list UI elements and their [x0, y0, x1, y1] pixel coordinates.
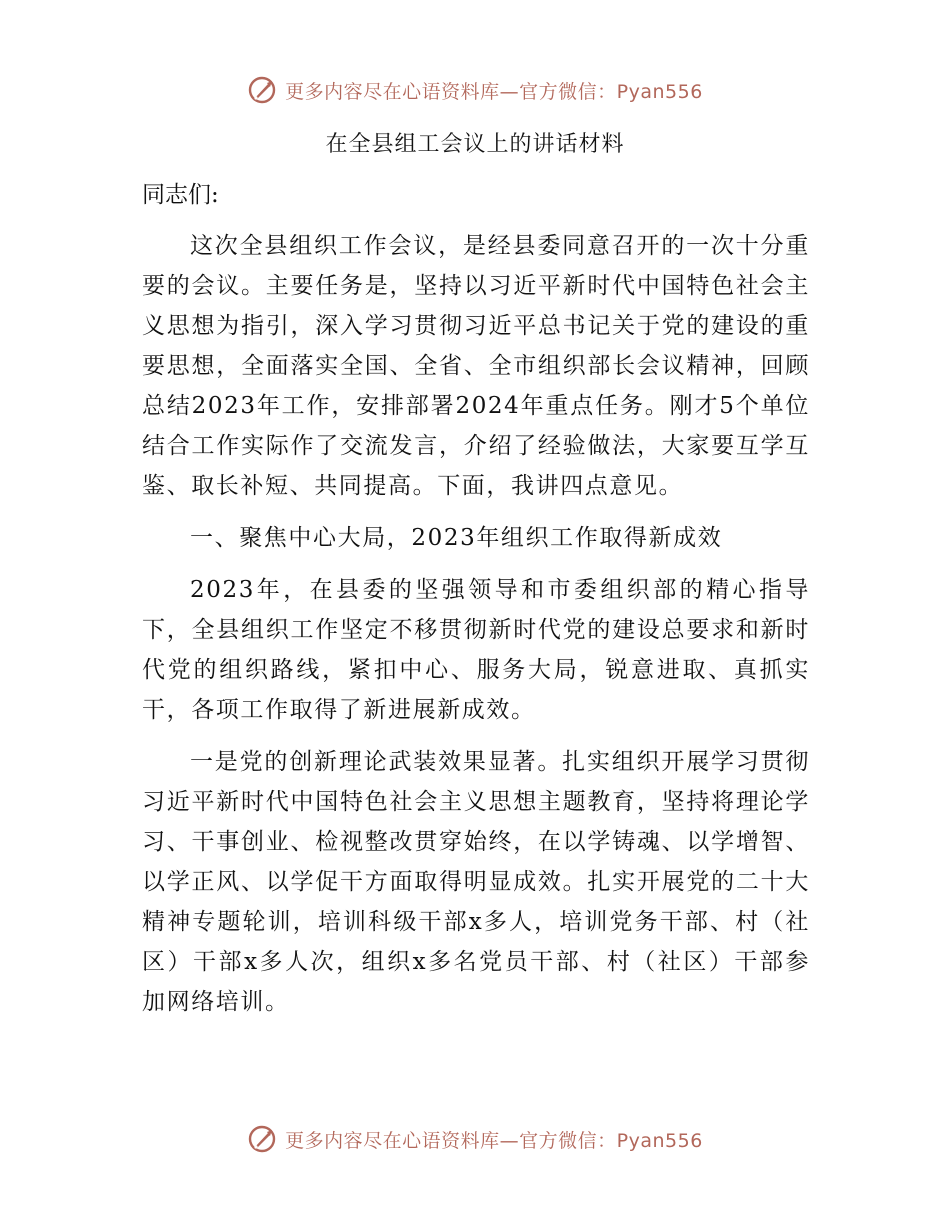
footer-banner-text: 更多内容尽在心语资料库—官方微信：Pyan556 [285, 1129, 703, 1152]
summary-paragraph: 2023年，在县委的坚强领导和市委组织部的精心指导下，全县组织工作坚定不移贯彻新时代党的建设总要求和新时代党的组织路线，紧扣中心、服务大局，锐意进取、真抓实干，各项工作取得了新进展新成效。 [142, 577, 810, 723]
salutation: 同志们: [142, 182, 219, 208]
document-title: 在全县组工会议上的讲话材料 [325, 132, 625, 157]
intro-paragraph: 这次全县组织工作会议，是经县委同意召开的一次十分重要的会议。主要任务是，坚持以习近平新时代中国特色社会主义思想为指引，深入学习贯彻习近平总书记关于党的建设的重要思想，全面落实全国、全省、全市组织部长会议精神，回顾总结2023年工作，安排部署2024年重点任务。刚才5个单位结合工作实际作了交流发言，介绍了经验做法，大家要互学互鉴、取长补短、共同提高。下面，我讲四点意见。 [142, 233, 810, 499]
footer-watermark-banner [0, 1121, 950, 1157]
theory-paragraph: 一是党的创新理论武装效果显著。扎实组织开展学习贯彻习近平新时代中国特色社会主义思想主题教育，坚持将理论学习、干事创业、检视整改贯穿始终，在以学铸魂、以学增智、以学正风、以学促干方面取得明显成效。扎实开展党的二十大精神专题轮训，培训科级干部x多人，培训党务干部、村（社区）干部x多人次，组织x多名党员干部、村（社区）干部参加网络培训。 [142, 749, 810, 1015]
document-body [142, 226, 810, 1034]
section-heading-one: 一、聚焦中心大局，2023年组织工作取得新成效 [190, 525, 723, 551]
header-banner-text: 更多内容尽在心语资料库—官方微信：Pyan556 [285, 80, 703, 103]
quill-pen-logo-icon [247, 75, 277, 105]
quill-pen-logo-icon [247, 1124, 277, 1154]
header-watermark-banner [0, 72, 950, 108]
